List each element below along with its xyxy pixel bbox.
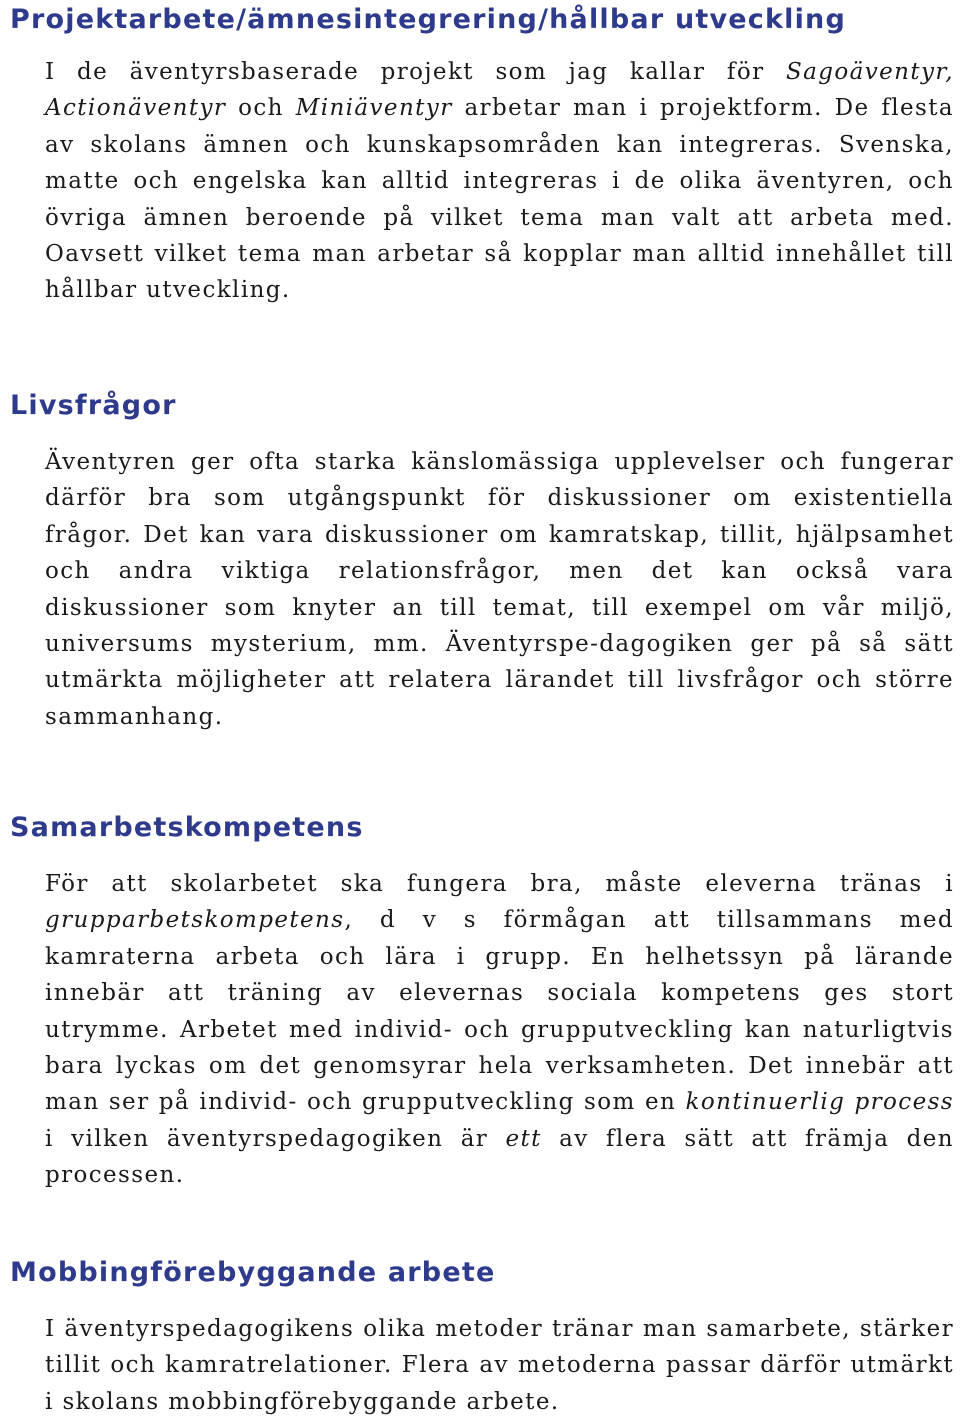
section-paragraph [0,866,960,1194]
section-heading: Projektarbete/ämnesintegrering/hållbar utveckling [10,4,846,35]
section-heading: Samarbetskompetens [10,812,364,843]
emphasized-text: kontinuerlig process [685,1089,954,1116]
text-run: i vilken äventyrspedagogiken är [45,1125,506,1152]
emphasized-text: grupparbetskompetens [45,907,345,934]
text-run: I de äventyrsbaserade projekt som jag kallar för [45,59,786,85]
emphasized-text: ett [505,1125,542,1152]
section-projektarbete [0,2,960,309]
emphasized-text: Miniäventyr [295,95,453,122]
text-run: För att skolarbetet ska fungera bra, måste eleverna tränas i [45,871,954,897]
text-run: och [226,95,296,122]
text-run: I äventyrspedagogikens olika metoder tränar man samarbete, stärker tillit och kamratrelationer. Flera av metoderna passar därför utmärkt i skolans mobbingförebyggande arbete. [45,1316,954,1415]
section-paragraph [0,54,960,309]
text-run: av flera sätt att främja den processen. [45,1125,954,1189]
section-samarbetskompetens [0,810,960,1194]
text-run: , d v s förmågan att tillsammans med kamraterna arbeta och lära i grupp. En helhetssyn på lärande innebär att träning av elevernas sociala kompetens ges stort utrymme. Arbetet med individ- och grupputveckling kan naturligtvis bara lyckas om det genomsyrar hela verksamheten. Det innebär att man ser på individ- och grupputveckling som en [45,907,954,1116]
section-mobbingforebyggande [0,1255,960,1420]
section-heading: Livsfrågor [10,390,177,421]
emphasized-text: Sagoäventyr, [786,59,954,85]
text-run: Äventyren ger ofta starka känslomässiga upplevelser och fungerar därför bra som utgångspunkt för diskussioner om existentiella frågor. Det kan vara diskussioner om kamratskap, tillit, hjälpsamhet och andra viktiga relationsfrågor, men det kan också vara diskussioner som knyter an till temat, till exempel om vår miljö, universums mysterium, mm. Äventyrspe-dagogiken ger på så sätt utmärkta möjligheter att relatera lärandet till livsfrågor och större sammanhang. [45,449,954,730]
section-paragraph [0,444,960,735]
section-paragraph [0,1311,960,1420]
emphasized-text: Actionäventyr [45,95,227,122]
section-heading: Mobbingförebyggande arbete [10,1257,496,1288]
text-run: arbetar man i projektform. De flesta av skolans ämnen och kunskapsområden kan integreras. Svenska, matte och engelska kan alltid integreras i de olika äventyren, och övriga ämnen beroende på vilket tema man valt att arbeta med. Oavsett vilket tema man arbetar så kopplar man alltid innehållet till hållbar utveckling. [45,95,954,304]
section-livsfragor [0,388,960,735]
